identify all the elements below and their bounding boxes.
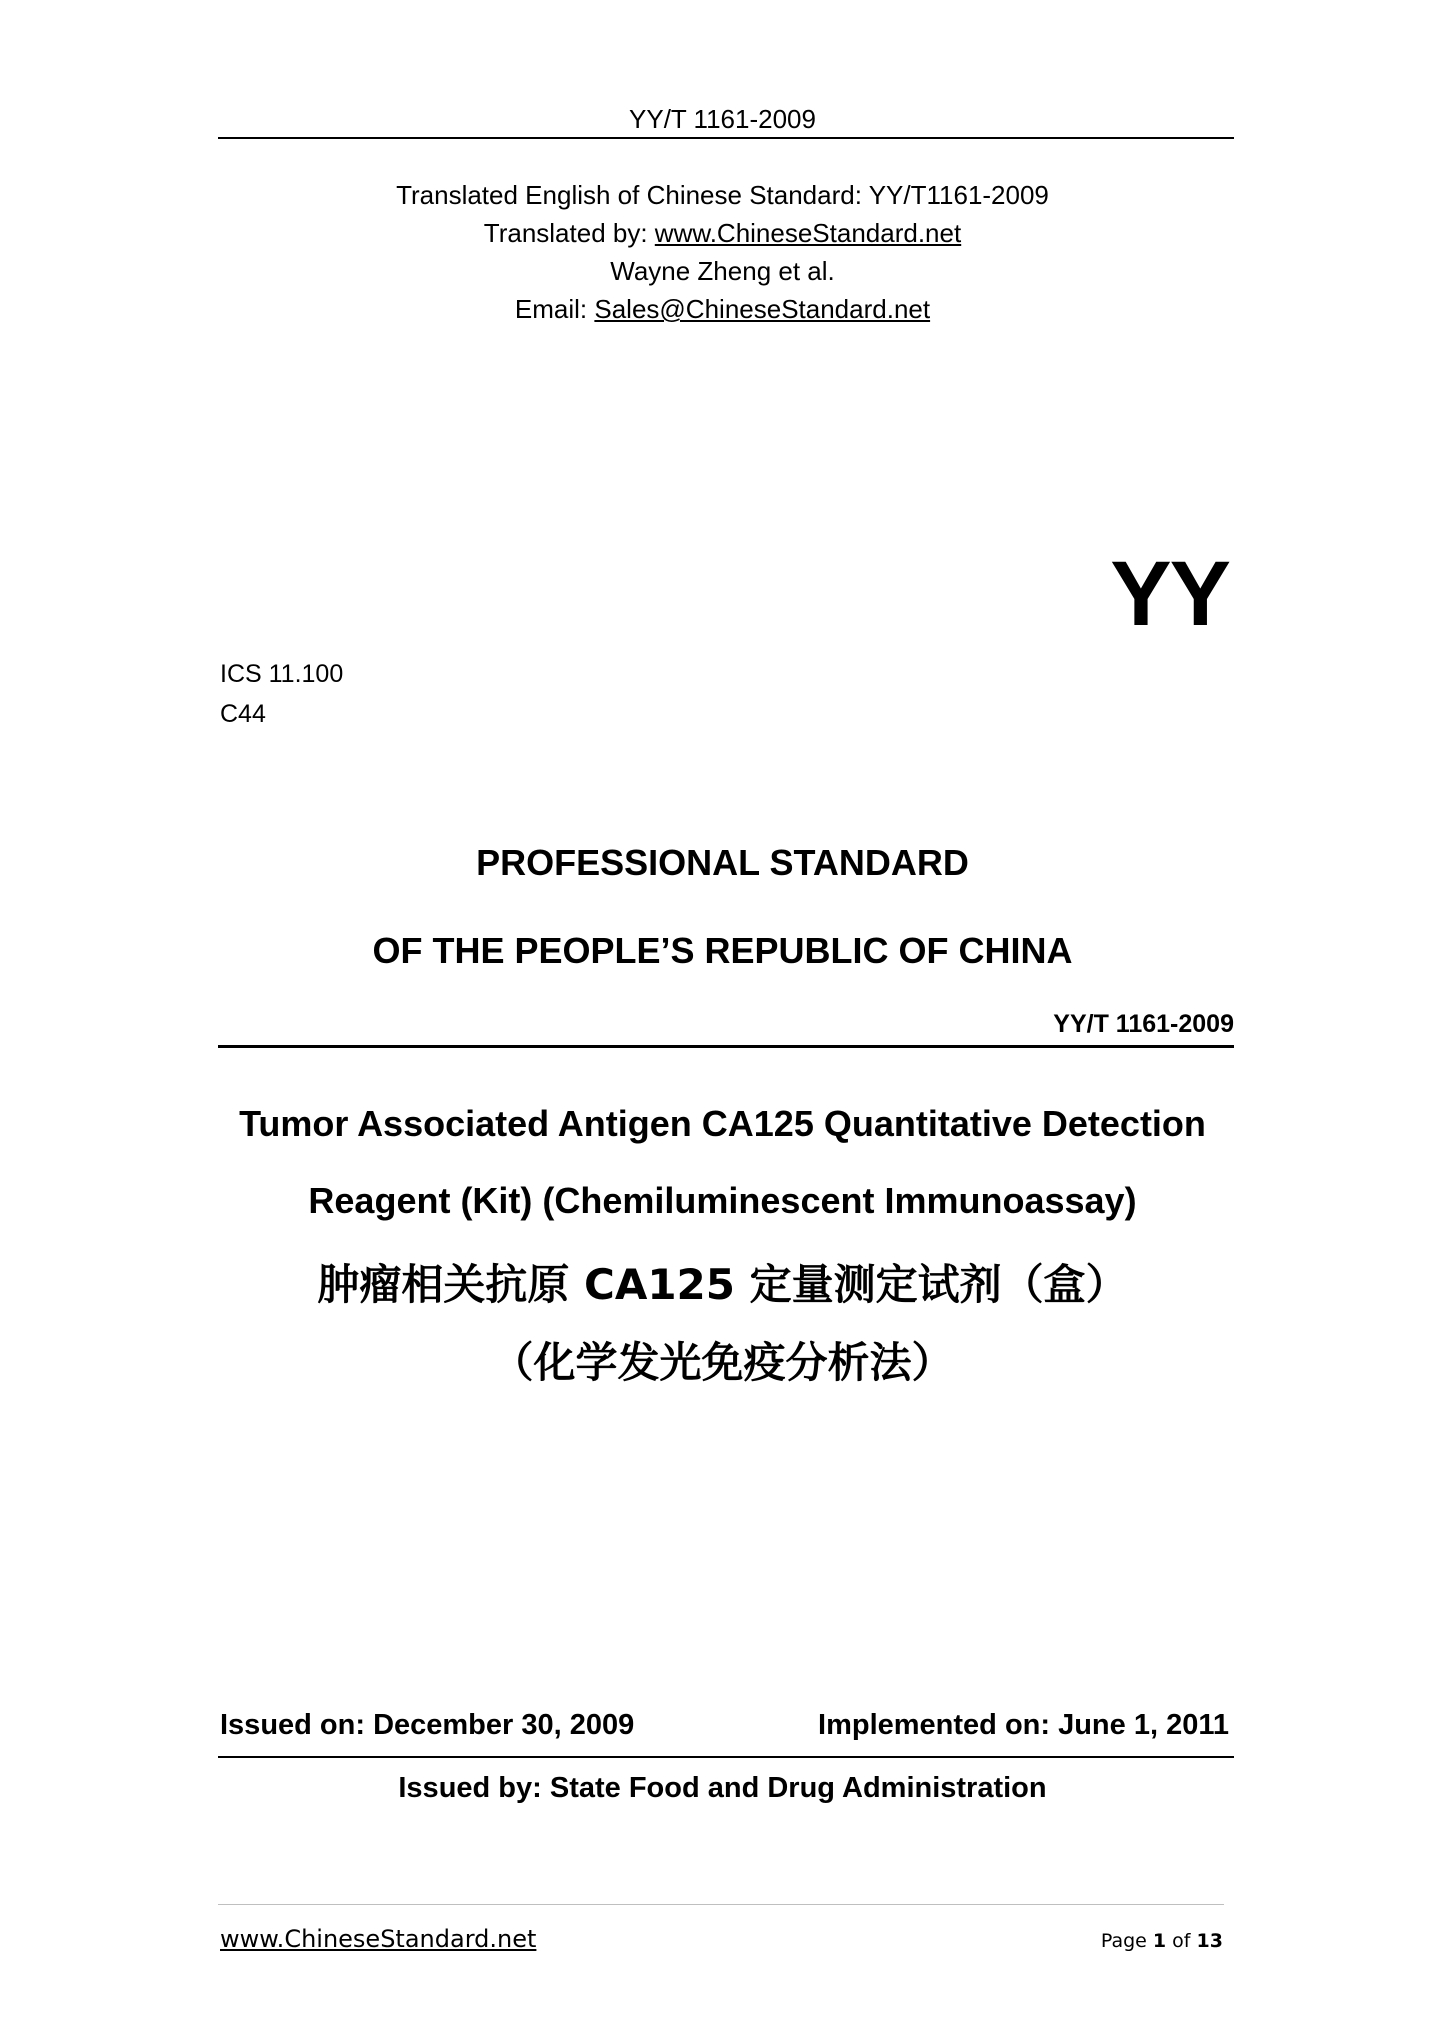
email-link[interactable]: Sales@ChineseStandard.net [594, 294, 931, 324]
heading-line-2: OF THE PEOPLE’S REPUBLIC OF CHINA [372, 930, 1073, 971]
translated-by-line [0, 218, 1445, 249]
title-zh-line-1: 肿瘤相关抗原 CA125 定量测定试剂（盒） [317, 1260, 1128, 1309]
authors-line: Wayne Zheng et al. [610, 256, 835, 286]
dates-rule [218, 1756, 1234, 1758]
email-label: Email: [514, 294, 595, 324]
running-header: YY/T 1161-2009 [629, 104, 816, 134]
page-of: of [1166, 1930, 1197, 1952]
implemented-date: Implemented on: June 1, 2011 [818, 1709, 1229, 1741]
ccs-code: C44 [220, 700, 266, 728]
title-zh-line-2: （化学发光免疫分析法） [491, 1338, 954, 1387]
page-total: 13 [1196, 1930, 1223, 1952]
translation-line: Translated English of Chinese Standard: YY/T1161-2009 [396, 180, 1049, 210]
email-line [0, 294, 1445, 325]
standard-number-rule [218, 1045, 1234, 1048]
page-prefix: Page [1100, 1930, 1153, 1952]
footer-rule [218, 1904, 1224, 1905]
footer-website-link[interactable]: www.ChineseStandard.net [220, 1925, 537, 1953]
standard-logo: YY [1110, 543, 1229, 645]
issued-date: Issued on: December 30, 2009 [220, 1709, 635, 1741]
ics-code: ICS 11.100 [220, 660, 344, 688]
heading-line-1: PROFESSIONAL STANDARD [476, 842, 969, 883]
page-indicator [1101, 1930, 1223, 1952]
page-current: 1 [1152, 1930, 1167, 1952]
header-rule [218, 137, 1234, 139]
translator-website-link[interactable]: www.ChineseStandard.net [654, 218, 962, 248]
standard-number: YY/T 1161-2009 [1053, 1010, 1234, 1038]
translated-by-label: Translated by: [483, 218, 655, 248]
issued-by: Issued by: State Food and Drug Administration [398, 1772, 1047, 1804]
title-en-line-1: Tumor Associated Antigen CA125 Quantitative Detection [239, 1103, 1206, 1144]
title-en-line-2: Reagent (Kit) (Chemiluminescent Immunoassay) [308, 1180, 1137, 1221]
